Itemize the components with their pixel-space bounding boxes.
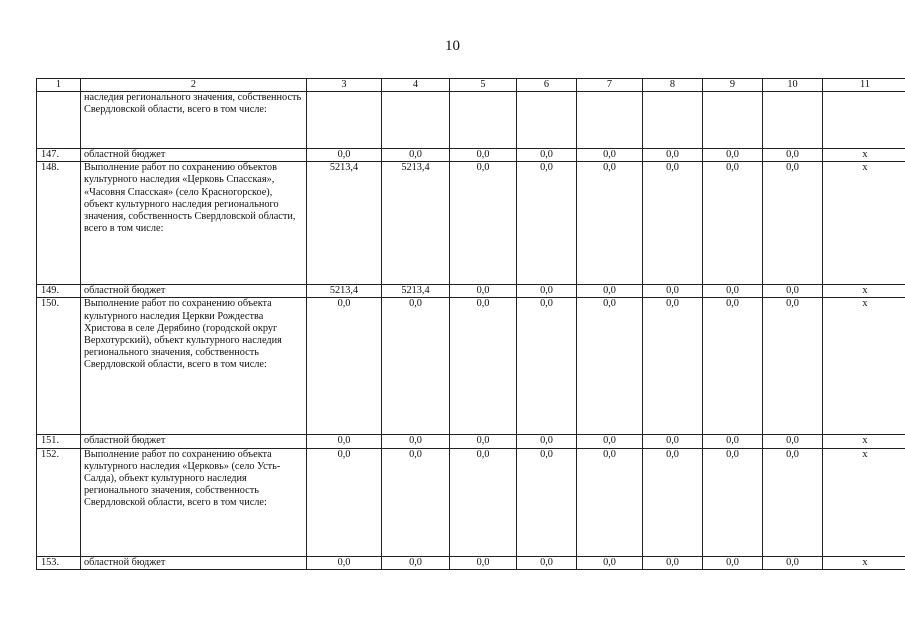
table-row xyxy=(37,435,905,448)
row-number-cell xyxy=(37,92,81,149)
value-cell: 0,0 xyxy=(517,435,577,448)
column-header: 1 xyxy=(37,79,81,92)
value-cell: 5213,4 xyxy=(382,162,450,285)
value-cell: 0,0 xyxy=(307,149,382,162)
value-cell: 0,0 xyxy=(703,448,763,556)
column-header: 11 xyxy=(823,79,905,92)
value-cell: 0,0 xyxy=(763,556,823,569)
table-row xyxy=(37,448,905,556)
value-cell xyxy=(517,92,577,149)
table-row xyxy=(37,162,905,285)
value-cell: x xyxy=(823,556,905,569)
value-cell: 0,0 xyxy=(382,448,450,556)
value-cell: 0,0 xyxy=(517,448,577,556)
budget-table xyxy=(36,78,905,570)
table-row xyxy=(37,556,905,569)
value-cell: x xyxy=(823,285,905,298)
value-cell: 0,0 xyxy=(703,162,763,285)
column-header: 2 xyxy=(81,79,307,92)
row-name-cell: наследия регионального значения, собственность Свердловской области, всего в том числе: xyxy=(81,92,307,149)
row-name-cell: областной бюджет xyxy=(81,149,307,162)
row-number-cell: 151. xyxy=(37,435,81,448)
table-row xyxy=(37,298,905,435)
value-cell: 0,0 xyxy=(517,149,577,162)
row-name-cell: областной бюджет xyxy=(81,285,307,298)
value-cell: 0,0 xyxy=(382,149,450,162)
value-cell: 0,0 xyxy=(577,435,643,448)
value-cell xyxy=(643,92,703,149)
value-cell: 0,0 xyxy=(763,298,823,435)
row-name-cell: областной бюджет xyxy=(81,435,307,448)
value-cell: 0,0 xyxy=(763,149,823,162)
value-cell: 0,0 xyxy=(450,162,517,285)
value-cell: 0,0 xyxy=(643,149,703,162)
value-cell: 0,0 xyxy=(517,285,577,298)
column-header: 5 xyxy=(450,79,517,92)
value-cell: 0,0 xyxy=(703,149,763,162)
column-header: 7 xyxy=(577,79,643,92)
value-cell: 5213,4 xyxy=(307,285,382,298)
row-name-cell: Выполнение работ по сохранению объекта культурного наследия «Церковь» (село Усть-Салда), объект культурного наследия регионального значения, собственность Свердловской области, всего в том числе: xyxy=(81,448,307,556)
row-name-cell: Выполнение работ по сохранению объекта культурного наследия Церкви Рождества Христова в селе Дерябино (городской округ Верхотурский), объект культурного наследия регионального значения, собственность Свердловской области, всего в том числе: xyxy=(81,298,307,435)
value-cell: 0,0 xyxy=(517,556,577,569)
value-cell: x xyxy=(823,162,905,285)
value-cell: 0,0 xyxy=(517,298,577,435)
value-cell: 0,0 xyxy=(703,435,763,448)
value-cell: 0,0 xyxy=(307,556,382,569)
value-cell: x xyxy=(823,435,905,448)
column-number-row xyxy=(37,79,905,92)
value-cell: 0,0 xyxy=(703,285,763,298)
value-cell: 0,0 xyxy=(450,448,517,556)
row-name-cell: областной бюджет xyxy=(81,556,307,569)
value-cell: 0,0 xyxy=(577,448,643,556)
value-cell: 0,0 xyxy=(577,298,643,435)
column-header: 6 xyxy=(517,79,577,92)
value-cell: 0,0 xyxy=(643,448,703,556)
value-cell xyxy=(307,92,382,149)
table-row xyxy=(37,92,905,149)
value-cell: 0,0 xyxy=(643,556,703,569)
value-cell: 0,0 xyxy=(763,448,823,556)
value-cell: 0,0 xyxy=(703,298,763,435)
value-cell: 0,0 xyxy=(307,435,382,448)
table-row xyxy=(37,149,905,162)
value-cell xyxy=(763,92,823,149)
row-name-cell: Выполнение работ по сохранению объектов культурного наследия «Церковь Спасская», «Часовня Спасская» (село Красногорское), объект культурного наследия регионального значения, собственность Свердловской области, всего в том числе: xyxy=(81,162,307,285)
value-cell: 0,0 xyxy=(763,162,823,285)
value-cell: 0,0 xyxy=(577,162,643,285)
table-row xyxy=(37,285,905,298)
value-cell: 5213,4 xyxy=(307,162,382,285)
column-header: 9 xyxy=(703,79,763,92)
value-cell: 0,0 xyxy=(763,285,823,298)
page-number: 10 xyxy=(445,38,460,54)
value-cell: 0,0 xyxy=(643,435,703,448)
row-number-cell: 150. xyxy=(37,298,81,435)
value-cell: 0,0 xyxy=(450,149,517,162)
value-cell: 0,0 xyxy=(450,435,517,448)
value-cell: 0,0 xyxy=(450,285,517,298)
row-number-cell: 152. xyxy=(37,448,81,556)
column-header: 8 xyxy=(643,79,703,92)
value-cell: 0,0 xyxy=(763,435,823,448)
column-header: 3 xyxy=(307,79,382,92)
value-cell: 0,0 xyxy=(517,162,577,285)
value-cell: x xyxy=(823,298,905,435)
value-cell: x xyxy=(823,149,905,162)
column-header: 4 xyxy=(382,79,450,92)
value-cell xyxy=(382,92,450,149)
value-cell: 0,0 xyxy=(450,556,517,569)
value-cell: 0,0 xyxy=(307,448,382,556)
value-cell xyxy=(450,92,517,149)
value-cell: 0,0 xyxy=(703,556,763,569)
value-cell: 0,0 xyxy=(577,556,643,569)
column-header: 10 xyxy=(763,79,823,92)
value-cell: 0,0 xyxy=(382,556,450,569)
value-cell: 0,0 xyxy=(307,298,382,435)
value-cell: 0,0 xyxy=(450,298,517,435)
value-cell: 0,0 xyxy=(577,149,643,162)
value-cell: x xyxy=(823,448,905,556)
value-cell: 0,0 xyxy=(382,298,450,435)
value-cell: 0,0 xyxy=(643,298,703,435)
value-cell: 0,0 xyxy=(643,285,703,298)
table-body xyxy=(37,92,905,570)
value-cell: 0,0 xyxy=(577,285,643,298)
row-number-cell: 153. xyxy=(37,556,81,569)
value-cell: 5213,4 xyxy=(382,285,450,298)
row-number-cell: 149. xyxy=(37,285,81,298)
row-number-cell: 147. xyxy=(37,149,81,162)
value-cell: 0,0 xyxy=(382,435,450,448)
value-cell xyxy=(703,92,763,149)
value-cell xyxy=(577,92,643,149)
value-cell xyxy=(823,92,905,149)
row-number-cell: 148. xyxy=(37,162,81,285)
value-cell: 0,0 xyxy=(643,162,703,285)
